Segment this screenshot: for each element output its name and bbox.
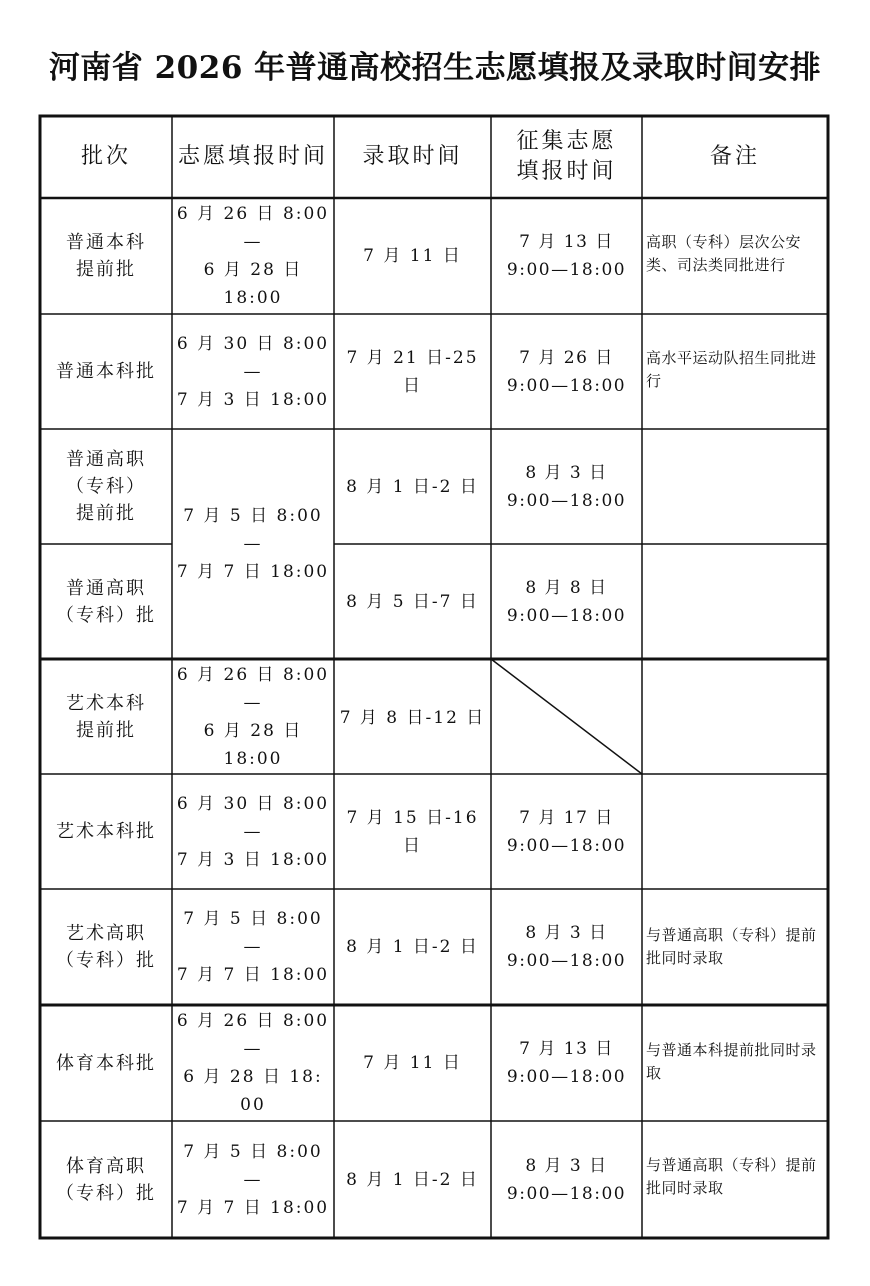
header-supplement-time: 征集志愿 填报时间 [516, 129, 617, 184]
supplement-time-cell: 7 月 13 日 9:00—18:00 [506, 1039, 627, 1087]
note-cell [642, 429, 828, 544]
fill-time-cell: 6 月 30 日 8:00 — 7 月 3 日 18:00 [176, 793, 330, 870]
supplement-time-cell: 8 月 3 日 9:00—18:00 [506, 923, 627, 971]
batch-cell: 体育高职 （专科）批 [56, 1155, 156, 1204]
admit-time-cell: 7 月 21 日-25 日 [346, 347, 479, 396]
note-cell: 高水平运动队招生同批进行 [646, 349, 817, 390]
supplement-time-cell-empty [491, 659, 642, 774]
supplement-time-cell: 8 月 8 日 9:00—18:00 [506, 577, 627, 626]
batch-cell: 普通高职 （专科） 提前批 [66, 449, 146, 524]
batch-cell: 艺术本科批 [56, 821, 156, 842]
batch-cell: 普通本科 提前批 [66, 232, 146, 280]
supplement-time-cell: 7 月 17 日 9:00—18:00 [506, 807, 627, 856]
page-title: 河南省 2026 年普通高校招生志愿填报及录取时间安排 [48, 50, 822, 86]
batch-cell: 艺术本科 提前批 [66, 692, 146, 741]
note-cell: 与普通本科提前批同时录取 [646, 1041, 817, 1082]
supplement-time-cell: 8 月 3 日 9:00—18:00 [506, 462, 627, 511]
fill-time-cell: 6 月 26 日 8:00 — 6 月 28 日 18:00 [176, 204, 330, 308]
note-cell: 高职（专科）层次公安类、司法类同批进行 [646, 233, 802, 274]
fill-time-cell: 6 月 26 日 8:00 — 6 月 28 日 18:00 [176, 664, 330, 769]
fill-time-cell: 6 月 30 日 8:00 — 7 月 3 日 18:00 [176, 333, 330, 410]
header-admit-time: 录取时间 [362, 144, 463, 169]
admit-time-cell: 7 月 11 日 [363, 246, 462, 266]
batch-cell: 普通高职 （专科）批 [56, 577, 156, 626]
header-note: 备注 [709, 144, 760, 169]
fill-time-cell: 6 月 26 日 8:00 — 6 月 28 日 18: 00 [176, 1011, 330, 1115]
batch-cell: 体育本科批 [56, 1052, 156, 1074]
admit-time-cell: 7 月 15 日-16 日 [346, 807, 479, 856]
header-batch: 批次 [80, 144, 131, 169]
fill-time-cell: 7 月 5 日 8:00 — 7 月 7 日 18:00 [176, 909, 330, 985]
note-cell: 与普通高职（专科）提前批同时录取 [646, 926, 817, 967]
note-cell [642, 544, 828, 659]
admit-time-cell: 7 月 8 日-12 日 [339, 708, 486, 728]
fill-time-cell: 7 月 5 日 8:00 — 7 月 7 日 18:00 [176, 1141, 330, 1218]
note-cell [642, 774, 828, 889]
note-cell [642, 659, 828, 774]
batch-cell: 艺术高职 （专科）批 [56, 923, 156, 971]
admit-time-cell: 7 月 11 日 [363, 1053, 462, 1073]
supplement-time-cell: 7 月 13 日 9:00—18:00 [506, 232, 627, 280]
admit-time-cell: 8 月 1 日-2 日 [346, 476, 479, 497]
header-fill-time: 志愿填报时间 [177, 144, 328, 169]
supplement-time-cell: 7 月 26 日 9:00—18:00 [506, 347, 627, 396]
batch-cell: 普通本科批 [56, 361, 156, 382]
supplement-time-cell: 8 月 3 日 9:00—18:00 [506, 1155, 627, 1204]
note-cell: 与普通高职（专科）提前批同时录取 [646, 1156, 817, 1197]
admit-time-cell: 8 月 5 日-7 日 [346, 591, 479, 612]
admit-time-cell: 8 月 1 日-2 日 [346, 937, 479, 957]
fill-time-cell-merged: 7 月 5 日 8:00 — 7 月 7 日 18:00 [176, 506, 330, 582]
admit-time-cell: 8 月 1 日-2 日 [346, 1169, 479, 1190]
